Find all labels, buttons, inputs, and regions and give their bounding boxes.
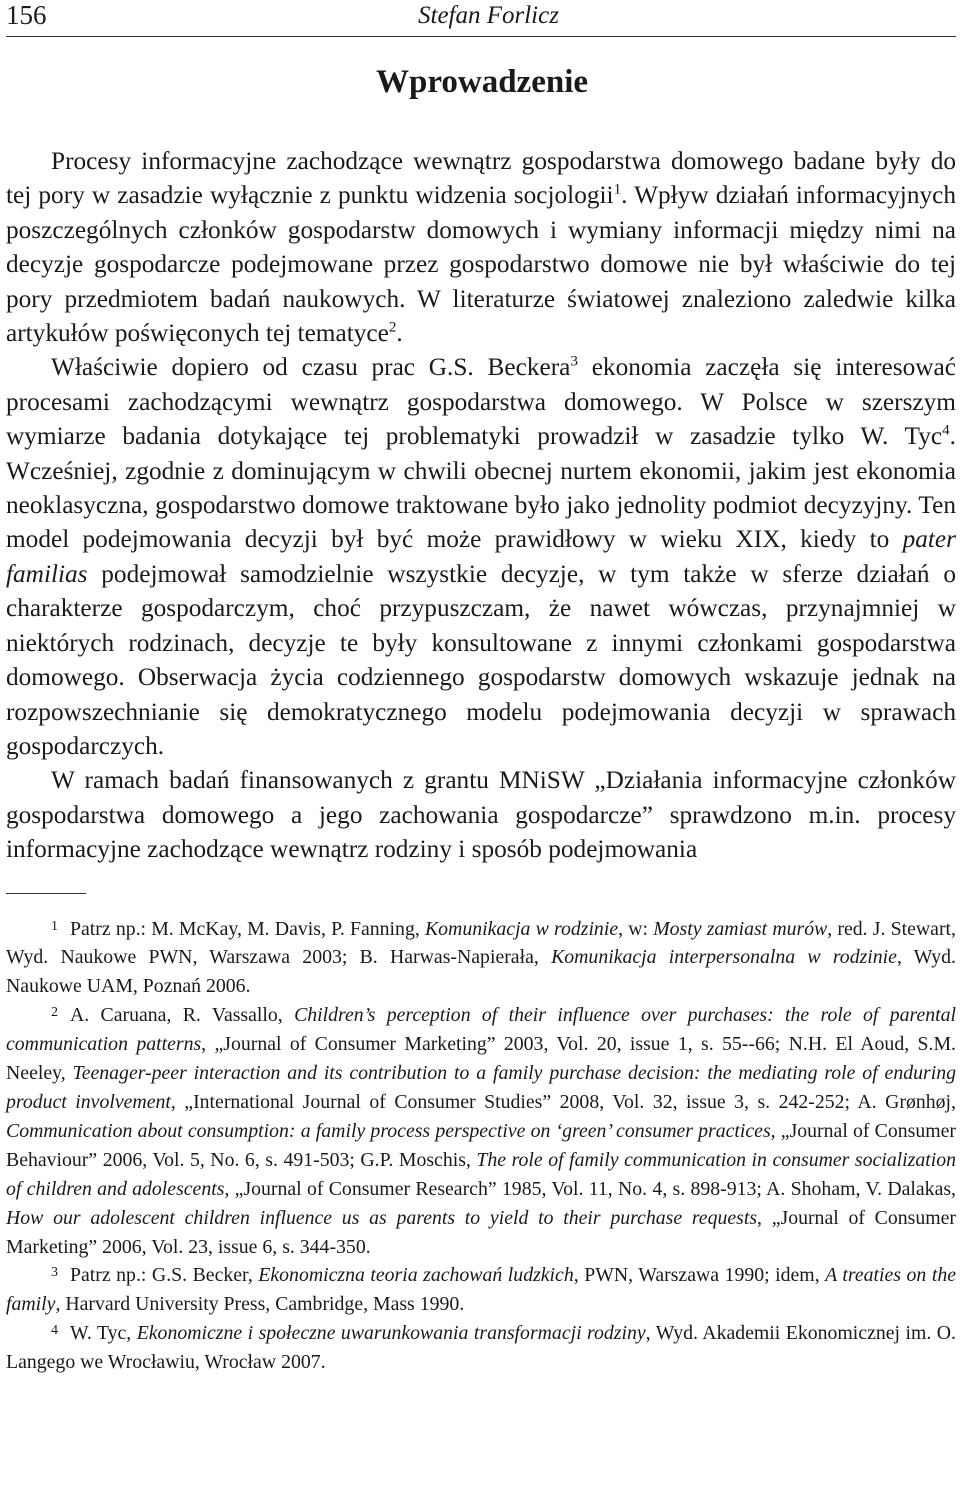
italic-title: Ekonomiczna teoria zachowań ludzkich xyxy=(258,1264,574,1287)
italic-term: pater familias xyxy=(6,525,956,588)
footnote-4 xyxy=(6,1319,956,1377)
body-text xyxy=(6,144,956,867)
paragraph-3: W ramach badań finansowanych z grantu MNiSW „Działania informacyjne członków gospodarstwa domowego a jego zachowania gospodarcze” sprawdzono m.in. procesy informacyjne zachodzące wewnątrz rodziny i sposób podejmowania xyxy=(6,766,956,864)
text-run: Właściwie dopiero od czasu prac G.S. Beckera xyxy=(51,353,571,382)
footnote-number: 2 xyxy=(51,1005,58,1021)
italic-title: Communication about consumption: a family process perspective on ‘green’ consumer practices xyxy=(6,1119,771,1142)
text-run: Procesy informacyjne zachodzące wewnątrz gospodarstwa domowego badane były do tej pory w zasadzie wyłącznie z punktu widzenia socjologii xyxy=(6,147,956,210)
italic-title: Komunikacja interpersonalna w rodzinie xyxy=(551,946,897,969)
text-run: , „International Journal of Consumer Studies” 2008, Vol. 32, issue 3, s. 242-252; A. Grønhøj, xyxy=(170,1090,956,1113)
footnote-3 xyxy=(6,1261,956,1319)
text-run: . Wcześniej, zgodnie z dominującym w chwili obecnej nurtem ekonomii, jakim jest ekonomia neoklasyczna, gospodarstwo domowe traktowane było jako jednolity podmiot decyzyjny. Ten model podejmowania decyzji był być może prawidłowy w wieku XIX, kiedy to xyxy=(6,422,956,554)
text-run: , Wyd. Akademii Ekonomicznej im. O. Langego we Wrocławiu, Wrocław 2007. xyxy=(6,1322,956,1374)
italic-title: Ekonomiczne i społeczne uwarunkowania transformacji rodziny xyxy=(136,1322,646,1345)
footnote-number: 4 xyxy=(51,1323,58,1339)
text-run: , „Journal of Consumer Marketing” 2003, Vol. 20, issue 1, s. 55--66; N.H. El Aoud, S.M. Neeley, xyxy=(6,1033,957,1085)
text-run: . xyxy=(396,319,403,348)
footnote-ref-2: 2 xyxy=(388,318,397,336)
italic-title: Komunikacja w rodzinie xyxy=(424,917,619,940)
italic-title: The role of family communication in consumer socialization of children and adolescents xyxy=(6,1148,956,1200)
text-run: , red. J. Stewart, Wyd. Naukowe PWN, Warszawa 2003; B. Harwas-Napierała, xyxy=(6,917,956,969)
text-run: podejmował samodzielnie wszystkie decyzje, w tym także w sferze działań o charakterze gospodarczym, choć przypuszczam, że nawet wówczas, przynajmniej w niektórych rodzinach, decyzje te były konsultowane z innymi członkami gospodarstwa domowego. Obserwacja życia codziennego gospodarstw domowych wskazuje jednak na rozpowszechnianie się demokratycznego modelu podejmowania decyzji w sprawach gospodarczych. xyxy=(6,559,956,760)
text-run: , „Journal of Consumer Research” 1985, Vol. 11, No. 4, s. 898-913; A. Shoham, V. Dalakas, xyxy=(224,1177,956,1200)
text-run: , w: xyxy=(618,917,654,940)
footnote-ref-3: 3 xyxy=(570,353,578,371)
footnote-number: 3 xyxy=(51,1265,58,1281)
paragraph-1 xyxy=(6,144,956,350)
page-header xyxy=(6,0,956,37)
text-run: , „Journal of Consumer Marketing” 2006, Vol. 23, issue 6, s. 344-350. xyxy=(6,1206,956,1258)
text-run: . Wpływ działań informacyjnych poszczególnych członków gospodarstw domowych i wymiany informacji między nimi na decyzje gospodarcze podejmowane przez gospodarstwo domowe nie był właściwie do tej pory przedmiotem badań naukowych. W literaturze światowej znaleziono zaledwie kilka artykułów poświęconych tej tematyce xyxy=(6,181,956,348)
footnote-ref-1: 1 xyxy=(613,180,622,198)
text-run: A. Caruana, R. Vassallo, xyxy=(70,1004,295,1027)
italic-title: Children’s perception of their influence over purchases: the role of parental communication patterns xyxy=(6,1004,956,1056)
text-run: W. Tyc, xyxy=(70,1322,137,1345)
page-number: 156 xyxy=(6,0,47,30)
text-run: , PWN, Warszawa 1990; idem, xyxy=(573,1264,826,1287)
italic-title: Teenager-peer interaction and its contribution to a family purchase decision: the mediating role of enduring product involvement xyxy=(6,1062,956,1113)
footnote-1 xyxy=(6,915,956,1002)
text-run: , Wyd. Naukowe UAM, Poznań 2006. xyxy=(6,946,956,998)
text-run: ekonomia zaczęła się interesować procesami zachodzącymi wewnątrz gospodarstwa domowego. W Polsce w szerszym wymiarze badania dotykające tej problematyki prowadził w zasadzie tylko W. Tyc xyxy=(6,353,956,451)
italic-title: Mosty zamiast murów xyxy=(653,917,828,940)
text-run: Patrz np.: M. McKay, M. Davis, P. Fanning, xyxy=(70,917,425,940)
running-head-author: Stefan Forlicz xyxy=(418,2,559,29)
footnote-separator xyxy=(6,893,86,894)
text-run: , „Journal of Consumer Behaviour” 2006, Vol. 5, No. 6, s. 491-503; G.P. Moschis, xyxy=(6,1119,956,1171)
text-run: , Harvard University Press, Cambridge, Mass 1990. xyxy=(55,1293,465,1316)
document-page xyxy=(6,0,956,1377)
text-run: Patrz np.: G.S. Becker, xyxy=(70,1264,259,1287)
section-title: Wprowadzenie xyxy=(375,64,589,100)
footnote-2 xyxy=(6,1001,956,1261)
paragraph-2 xyxy=(6,350,956,763)
footnotes xyxy=(6,915,956,1378)
footnote-ref-4: 4 xyxy=(942,421,950,439)
italic-title: How our adolescent children influence us as parents to yield to their purchase requests xyxy=(6,1206,758,1229)
italic-title: A treaties on the family xyxy=(6,1264,956,1316)
footnote-number: 1 xyxy=(51,918,58,934)
